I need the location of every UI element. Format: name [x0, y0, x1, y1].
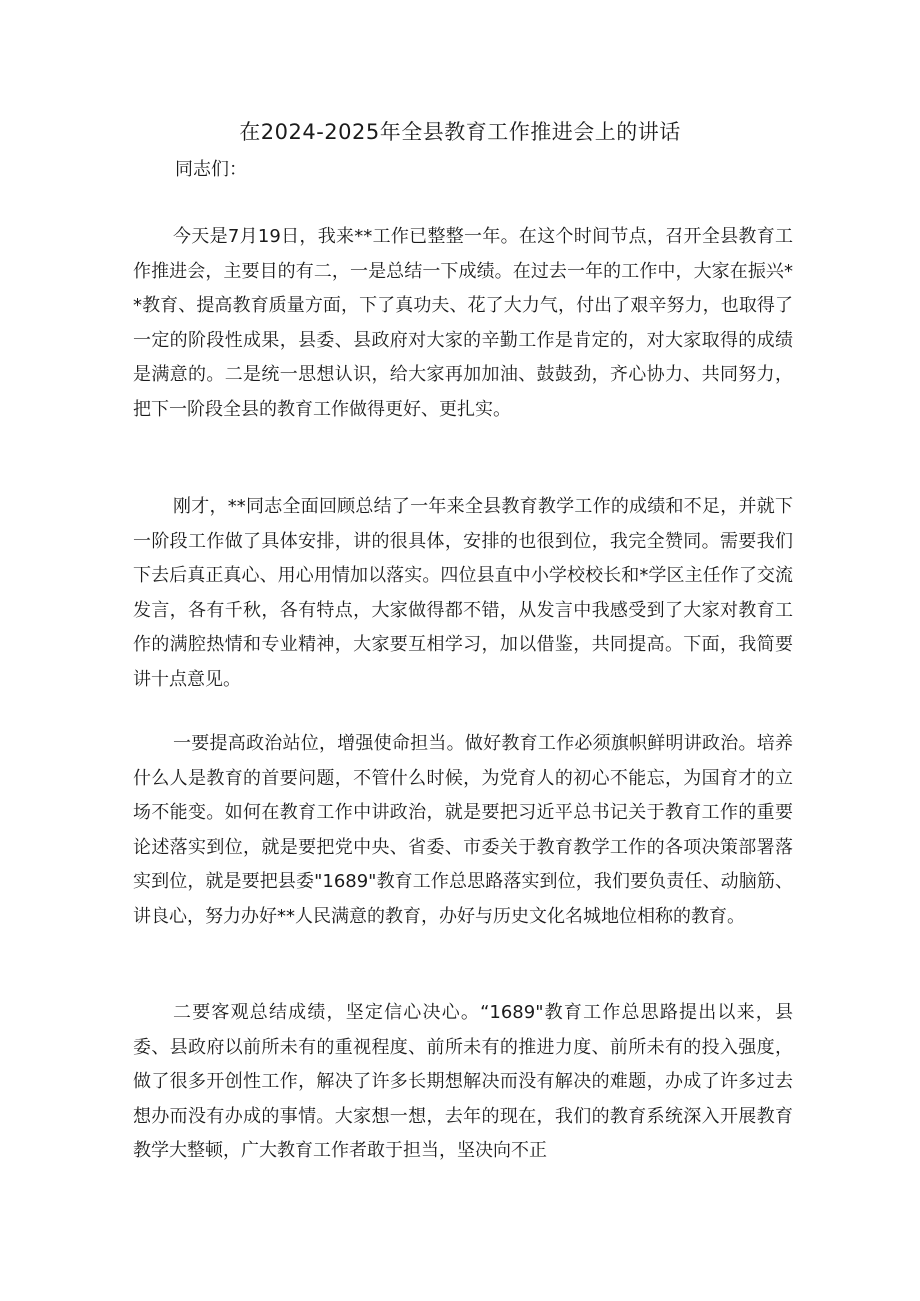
- paragraph-4: 二要客观总结成绩，坚定信心决心。“1689"教育工作总思路提出以来，县委、县政府以前所未有的重视程度、前所未有的推进力度、前所未有的投入强度，做了很多开创性工作，解决了许多长期想解决而没有解决的难题，办成了许多过去想办而没有办成的事情。大家想一想，去年的现在，我们的教育系统深入开展教育教学大整顿，广大教育工作者敢于担当，坚决向不正: [133, 1002, 793, 1162]
- salutation: 同志们：: [175, 159, 247, 180]
- paragraph-2: 刚才，**同志全面回顾总结了一年来全县教育教学工作的成绩和不足，并就下一阶段工作做了具体安排，讲的很具体，安排的也很到位，我完全赞同。需要我们下去后真正真心、用心用情加以落实。四位县直中小学校校长和*学区主任作了交流发言，各有千秋，各有特点，大家做得都不错，从发言中我感受到了大家对教育工作的满腔热情和专业精神，大家要互相学习，加以借鉴，共同提高。下面，我简要讲十点意见。: [133, 496, 793, 690]
- document-title: 在2024-2025年全县教育工作推进会上的讲话: [239, 120, 681, 144]
- paragraph-3: 一要提高政治站位，增强使命担当。做好教育工作必须旗帜鲜明讲政治。培养什么人是教育的首要问题，不管什么时候，为党育人的初心不能忘，为国育才的立场不能变。如何在教育工作中讲政治，就是要把习近平总书记关于教育工作的重要论述落实到位，就是要把党中央、省委、市委关于教育教学工作的各项决策部署落实到位，就是要把县委"1689"教育工作总思路落实到位，我们要负责任、动脑筋、讲良心，努力办好**人民满意的教育，办好与历史文化名城地位相称的教育。: [133, 733, 793, 927]
- paragraph-1: 今天是7月19日，我来**工作已整整一年。在这个时间节点，召开全县教育工作推进会，主要目的有二，一是总结一下成绩。在过去一年的工作中，大家在振兴**教育、提高教育质量方面，下了真功夫、花了大力气，付出了艰辛努力，也取得了一定的阶段性成果，县委、县政府对大家的辛勤工作是肯定的，对大家取得的成绩是满意的。二是统一思想认识，给大家再加加油、鼓鼓劲，齐心协力、共同努力，把下一阶段全县的教育工作做得更好、更扎实。: [133, 226, 793, 420]
